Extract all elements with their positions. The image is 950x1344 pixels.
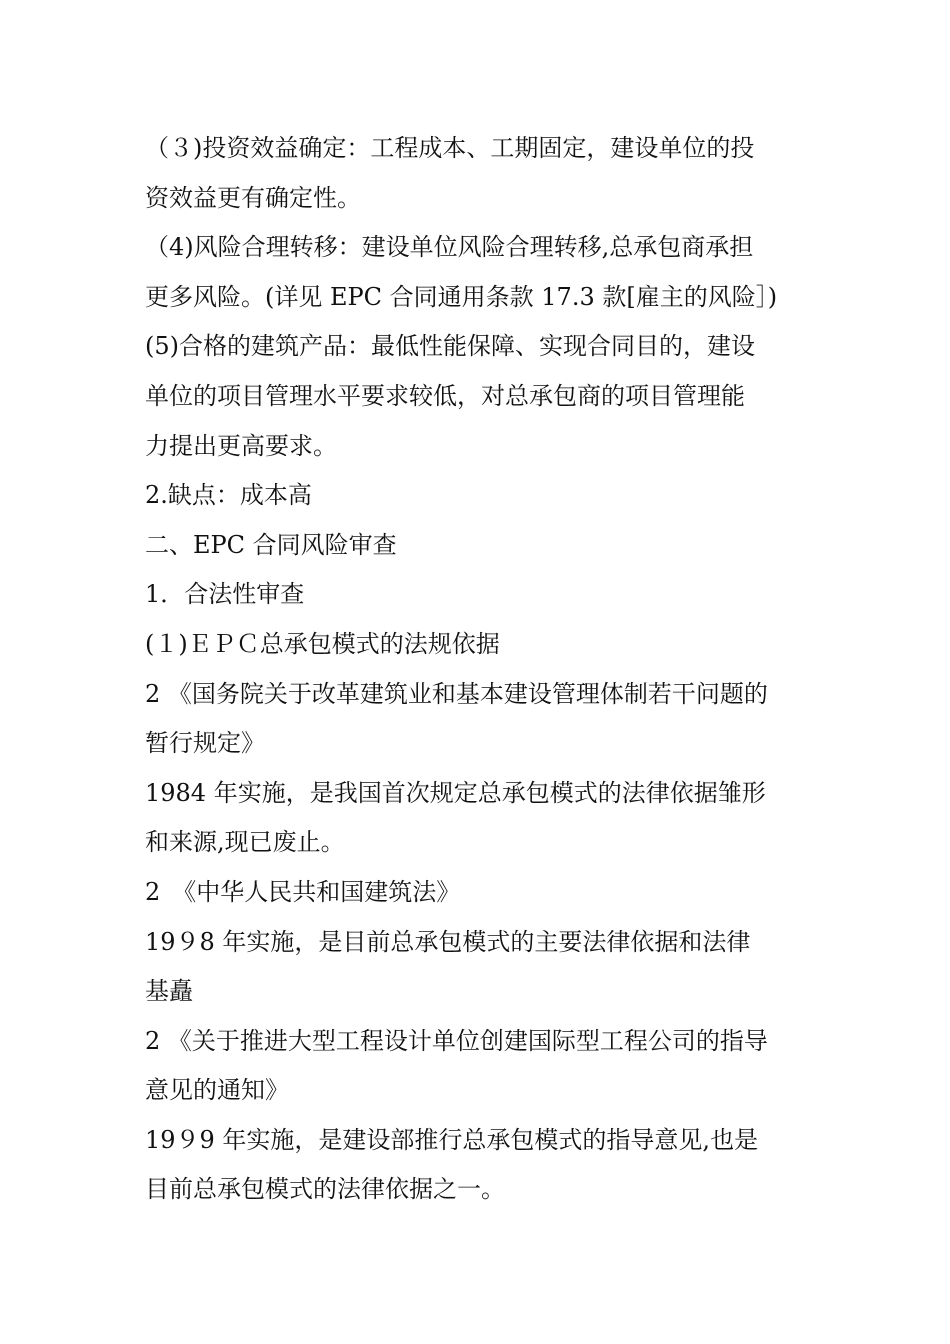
- text-line: 意见的通知》: [145, 1076, 289, 1105]
- text-line: 和来源,现已废止。: [145, 828, 345, 857]
- subsection-heading: 1．合法性审查: [145, 580, 305, 609]
- text-line: 目前总承包模式的法律依据之一。: [145, 1175, 505, 1204]
- document-body: [145, 124, 815, 1215]
- text-line: 2 《国务院关于改革建筑业和基本建设管理体制若干问题的: [145, 679, 768, 708]
- section-heading: 二、EPC 合同风险审查: [145, 530, 397, 559]
- text-line: 2 《中华人民共和国建筑法》: [145, 877, 461, 906]
- text-line: 暂行规定》: [145, 729, 265, 758]
- text-line: (5)合格的建筑产品：最低性能保障、实现合同目的，建设: [145, 332, 755, 361]
- text-line: 资效益更有确定性。: [145, 183, 361, 212]
- text-line: 19９9 年实施，是建设部推行总承包模式的指导意见,也是: [145, 1125, 759, 1154]
- text-line: （３)投资效益确定：工程成本、工期固定，建设单位的投: [145, 134, 755, 162]
- text-line: (１)ＥＰＣ总承包模式的法规依据: [145, 629, 500, 658]
- text-line: 1984 年实施，是我国首次规定总承包模式的法律依据雏形: [145, 778, 766, 807]
- text-line: 19９8 年实施，是目前总承包模式的主要法律依据和法律: [145, 927, 751, 956]
- text-line: 2.缺点：成本高: [145, 481, 312, 510]
- text-line: 单位的项目管理水平要求较低，对总承包商的项目管理能: [145, 381, 745, 410]
- text-line: （4)风险合理转移：建设单位风险合理转移,总承包商承担: [145, 233, 754, 262]
- text-line: 力提出更高要求。: [145, 431, 337, 460]
- text-line: 2 《关于推进大型工程设计单位创建国际型工程公司的指导: [145, 1026, 768, 1055]
- text-line: 基矗: [145, 977, 193, 1006]
- text-line: 更多风险。(详见 EPC 合同通用条款 17.3 款[雇主的风险］): [145, 282, 778, 311]
